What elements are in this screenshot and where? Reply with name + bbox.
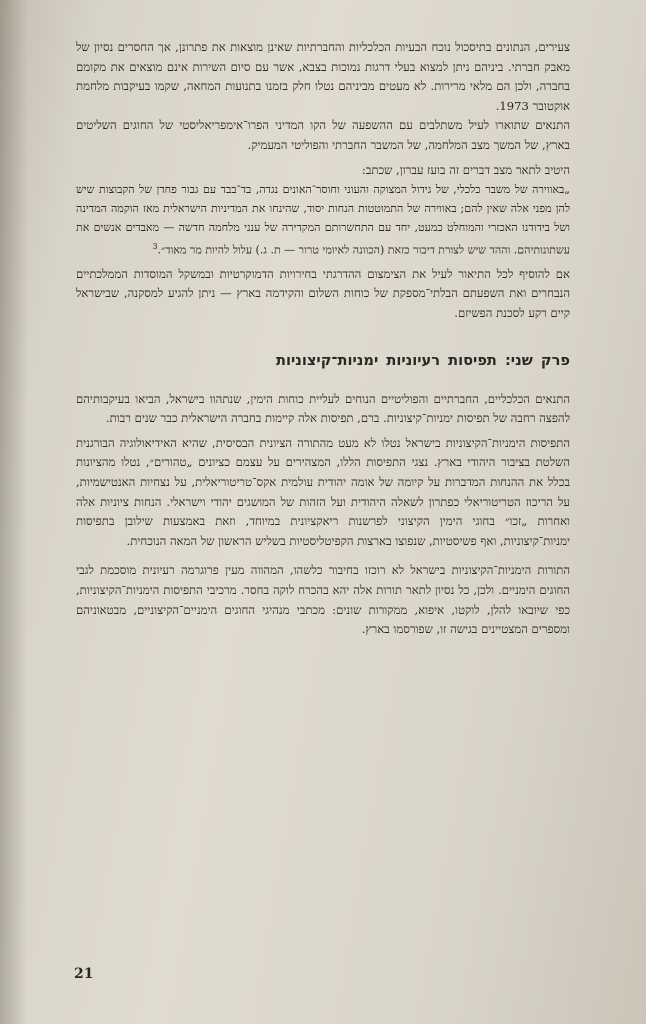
conclusion-paragraph: אם להוסיף לכל התיאור לעיל את הצימצום ההדרגתי בחירויות הדמוקרטיות ובמשקל המוסדות הממלכתיים הנבחרים ואת השפעתם הבלתי־מספקת של כוחות השלום והקידמה בארץ — ניתן להגיע למסקנה, שבישראל קיים רקע לסכנת הפשיזם. — [76, 266, 570, 320]
chapter-paragraph-3: התורות הימניות־הקיצוניות בישראל לא רוכזו בחיבור כלשהו, המהווה מעין פרוגרמה רעיונית מוסכמת לגבי החוגים הימניים. ולכן, כל נסיון לתאר תורות אלה יהא בהכרח לוקה בחסר. מרכיבי התפיסות הימניות־הקיצוניות, כפי שיובאו להלן, לוקטו, איפוא, ממקורות שונים: מכתבי מנהיגי החוגים הימניים־הקיצוניים, מבטאוניהם ומספרים המצטיינים בגישה זו, שפורסמו בארץ. — [76, 563, 570, 637]
intro-paragraph: צעירים, הנתונים בתיסכול נוכח הבעיות הכלכליות והחברתיות שאינן מוצאות את פתרונן, אך החסרים נסיון של מאבק חברתי. ביניהם ניתן למצוא בעלי דרגות נמוכות בצבא, אשר עם סיום השירות אינם מוצאים את מקומם בחברה, ולכן הם מלאי מרירות. לא מעטים מביניהם נטלו חלק בזמנו בתנועות המחאה, שקמו בעיקבות מלחמת אוקטובר 1973. — [76, 40, 570, 113]
footnote-marker: 3 — [152, 242, 158, 252]
conditions-paragraph: התנאים שתוארו לעיל משתלבים עם ההשפעה של הקו המדיני הפרו־אימפריאליסטי של החוגים השליטים בארץ, של המשך מצב המלחמה, של המשבר החברתי והפוליטי המעמיק. — [76, 118, 570, 152]
page-number: 21 — [74, 966, 94, 982]
quote-intro: היטיב לתאר מצב דברים זה בועז עברון, שכתב: — [361, 162, 570, 177]
page-gutter-shadow — [0, 0, 28, 1024]
quote-text: „באווירה של משבר כלכלי, של גידול המצוקה והעוני וחוסר־האונים נגדה, בד־בבד עם גבור פחדן של הקבוצות שיש להן מפני אלה שאין להם; באווירה של התמוטטות הנחות יסוד, שהינחו את המדיניות הישראלית מאז הוקמה המדינה ושל בידודנו האכזרי והמוחלט כמעט, יחד עם התחשרותם המקדירה של ענני מלחמה חדשה — מאבדים אנשים את עשתונותיהם. וההד שיש לצורת דיבור כזאת (הכוונה לאיומי טרור — ת. ג.) עלול להיות מר מאוד״. — [76, 183, 570, 257]
chapter-paragraph-2: התפיסות הימניות־הקיצוניות בישראל נטלו לא מעט מהתורה הציונית הבסיסית, שהיא האידיאולוגיה הבורגנית השלטת בציבור היהודי בארץ. נצגי התפיסות הללו, המצהירים על עצמם כציונים „טהורים״, נטלו מהציונות בכלל את ההנחות המדברות על קיומה של אומה יהודית עולמית אקס־טריטוריאלית, על נצחיות האנטישמיות, על הריכוז הטריטוריאלי כפתרון לשאלה היהודית ועל הזהות של המושגים יהודי וישראלי. הנחות ציוניות אלה ואחרות „זכו״ בחוגי הימין הקיצוני לפרשנות ריאקציונית במיוחד, וזאת באמצעות שילובן בתפיסות ימניות־קיצוניות, ואף פשיסטיות, שנפוצו בארצות הקפיטליסטיות בשליש הראשון של המאה הנוכחית. — [76, 435, 570, 548]
page-text-block — [76, 38, 570, 640]
block-quote — [76, 180, 570, 260]
chapter-paragraph-1: התנאים הכלכליים, החברתיים והפוליטיים הנוחים לעליית כוחות הימין, שנתהוו בישראל, הביאו בעיקבותיהם להפצה רחבה של תפיסות ימניות־קיצוניות. ברם, תפיסות אלה קיימות בחברה הישראלית כבר שנים רבות. — [76, 391, 570, 426]
chapter-title: פרק שני: תפיסות רעיוניות ימניות־קיצוניות — [276, 351, 570, 369]
